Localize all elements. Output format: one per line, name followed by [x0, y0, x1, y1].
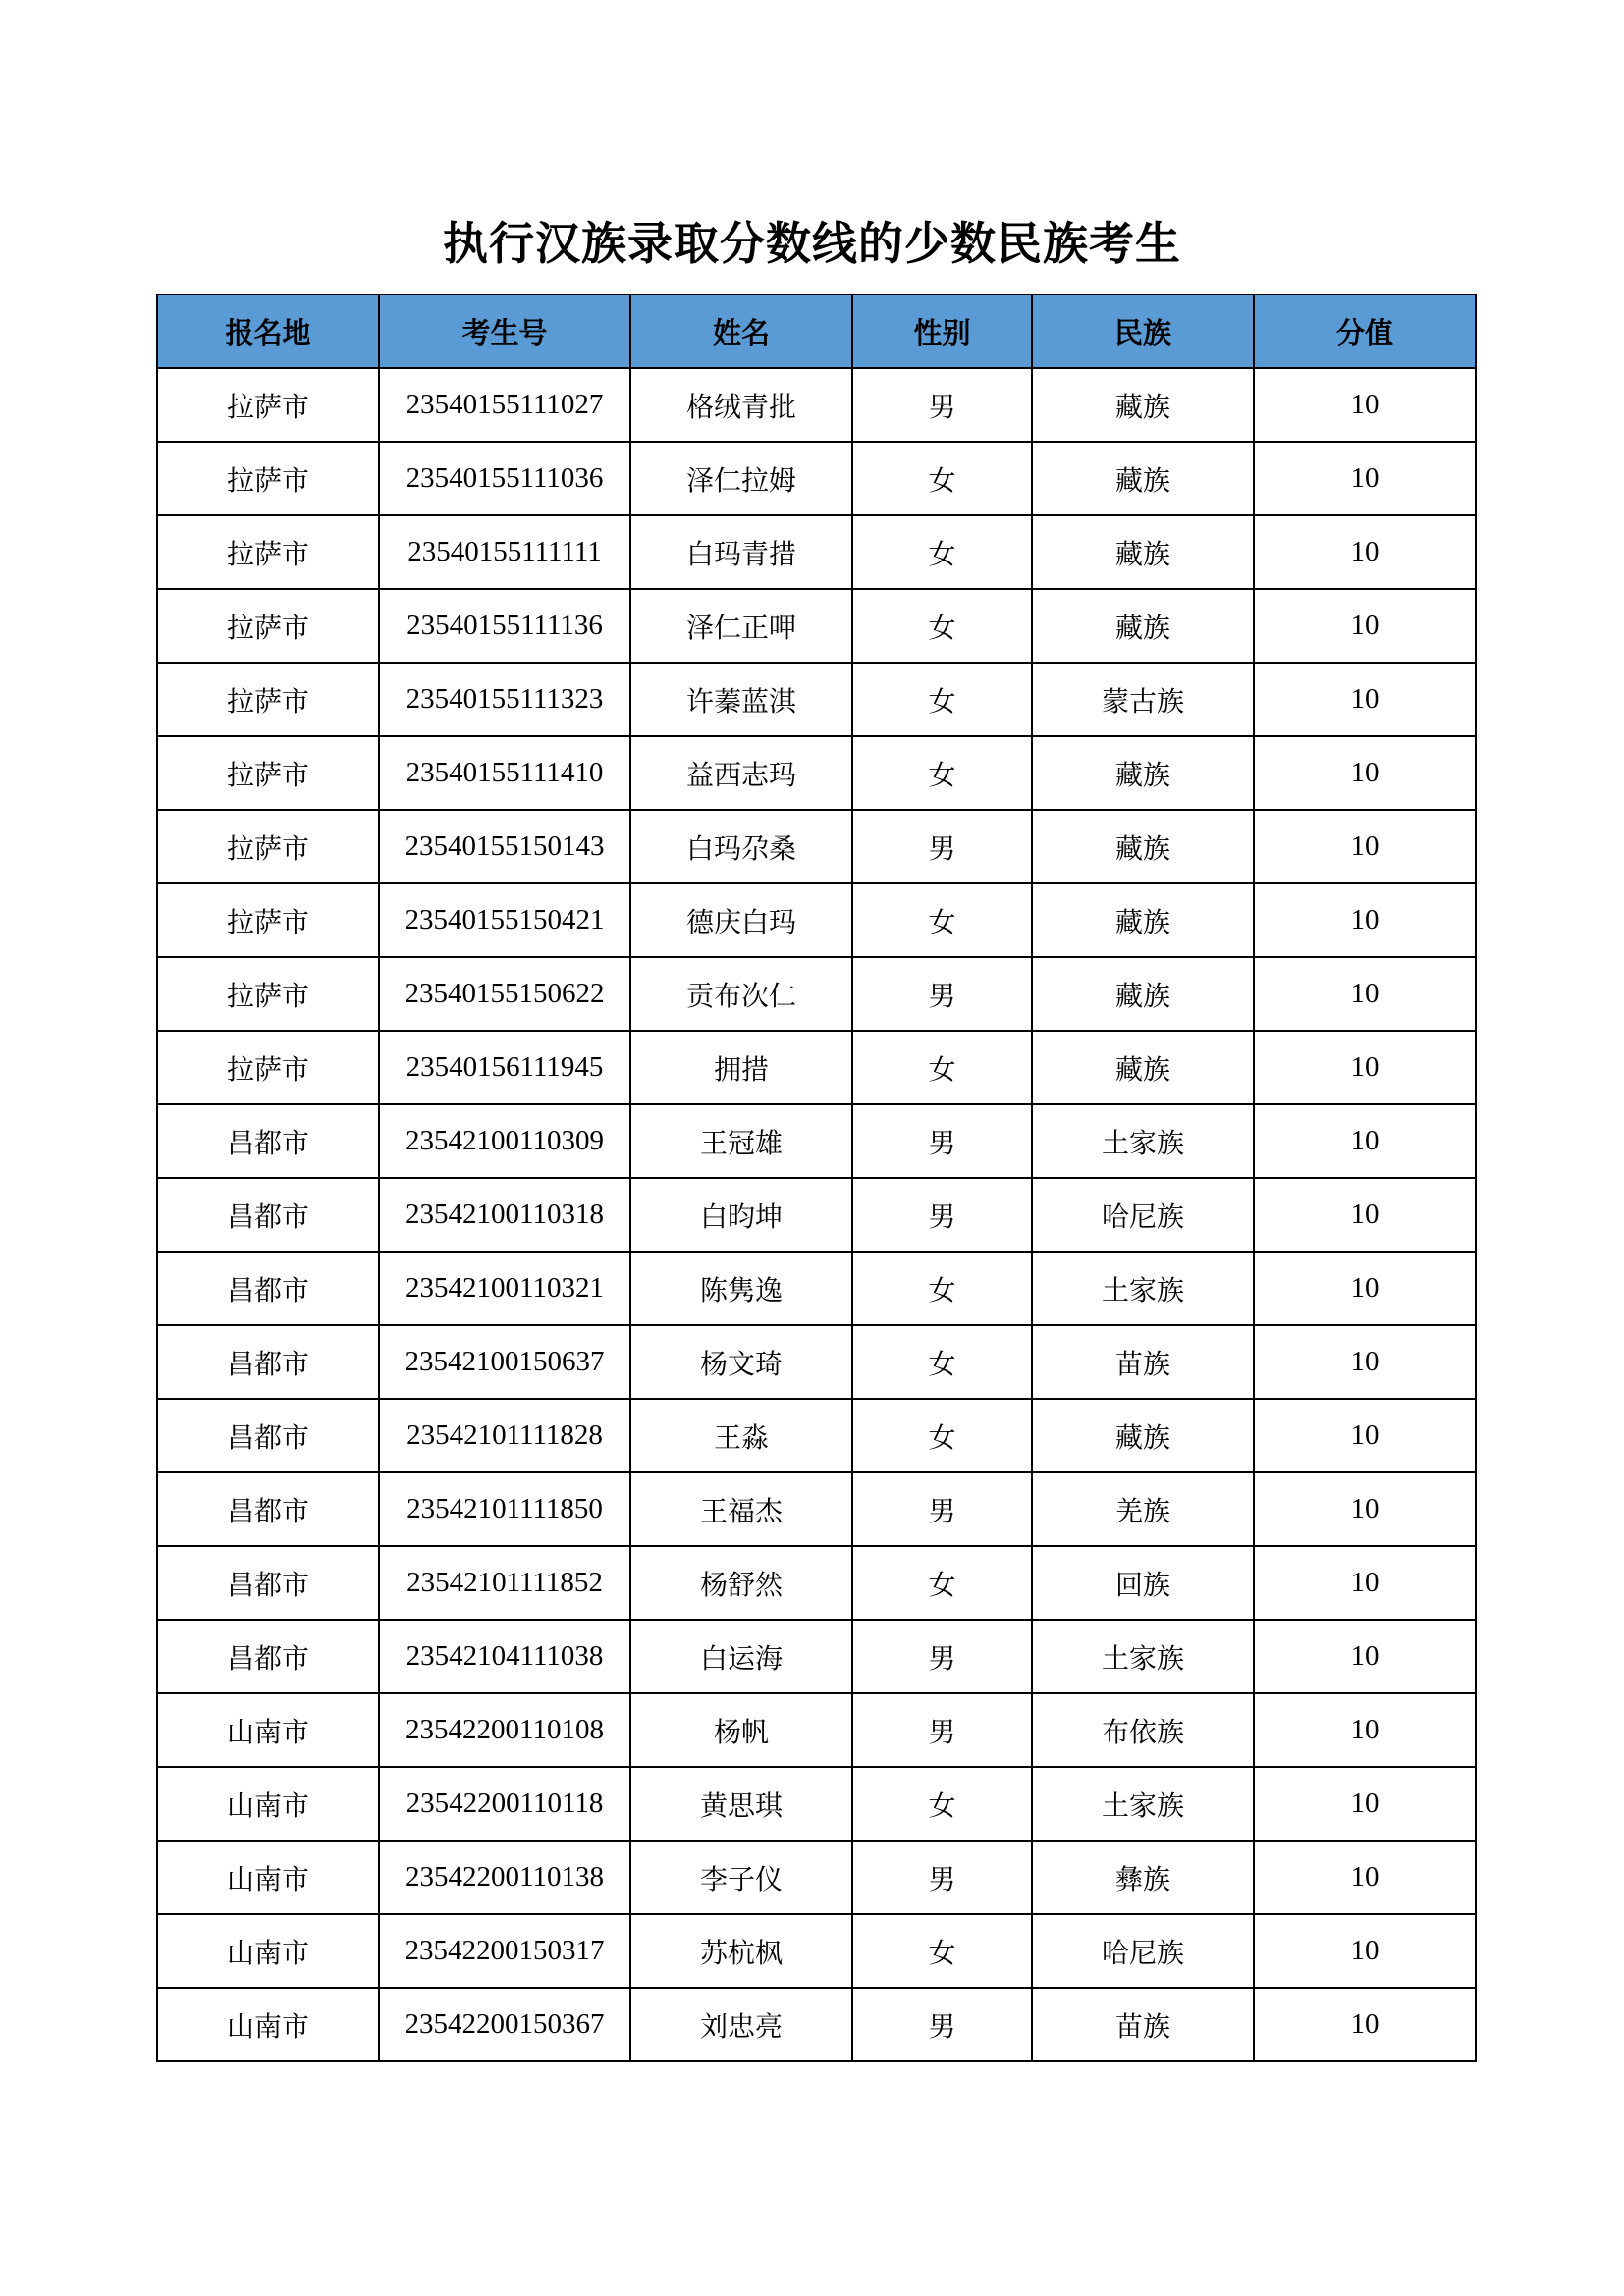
cell-ethnicity: 藏族: [1032, 368, 1254, 442]
table-row: [157, 1546, 1476, 1620]
cell-region: 拉萨市: [157, 1031, 379, 1104]
table-row: [157, 1399, 1476, 1472]
cell-ethnicity: 藏族: [1032, 810, 1254, 883]
table-row: [157, 883, 1476, 957]
cell-ethnicity: 土家族: [1032, 1104, 1254, 1178]
cell-name: 格绒青批: [630, 368, 852, 442]
table-row: [157, 1178, 1476, 1252]
cell-ethnicity: 彝族: [1032, 1841, 1254, 1914]
cell-exam-number: 23540155111136: [379, 589, 630, 663]
cell-gender: 男: [852, 1988, 1032, 2061]
table-row: [157, 810, 1476, 883]
cell-exam-number: 23540155111111: [379, 515, 630, 589]
cell-score: 10: [1254, 1546, 1476, 1620]
column-header-score: 分值: [1254, 294, 1476, 368]
cell-gender: 女: [852, 663, 1032, 736]
cell-ethnicity: 藏族: [1032, 1031, 1254, 1104]
page-title: 执行汉族录取分数线的少数民族考生: [443, 217, 1181, 270]
cell-exam-number: 23542104111038: [379, 1620, 630, 1693]
cell-ethnicity: 藏族: [1032, 442, 1254, 515]
table-row: [157, 1767, 1476, 1841]
cell-score: 10: [1254, 1031, 1476, 1104]
cell-ethnicity: 藏族: [1032, 957, 1254, 1031]
cell-region: 拉萨市: [157, 883, 379, 957]
cell-region: 拉萨市: [157, 810, 379, 883]
cell-ethnicity: 土家族: [1032, 1252, 1254, 1325]
cell-name: 王淼: [630, 1399, 852, 1472]
cell-name: 王福杰: [630, 1472, 852, 1546]
column-header-name: 姓名: [630, 294, 852, 368]
cell-gender: 女: [852, 1031, 1032, 1104]
cell-exam-number: 23542101111828: [379, 1399, 630, 1472]
cell-name: 泽仁正呷: [630, 589, 852, 663]
cell-gender: 男: [852, 1620, 1032, 1693]
cell-name: 白玛尕桑: [630, 810, 852, 883]
cell-region: 昌都市: [157, 1178, 379, 1252]
cell-gender: 女: [852, 1767, 1032, 1841]
cell-region: 昌都市: [157, 1620, 379, 1693]
cell-ethnicity: 苗族: [1032, 1988, 1254, 2061]
cell-ethnicity: 土家族: [1032, 1767, 1254, 1841]
table-row: [157, 589, 1476, 663]
cell-exam-number: 23540155150421: [379, 883, 630, 957]
cell-exam-number: 23542200110108: [379, 1693, 630, 1767]
cell-name: 贡布次仁: [630, 957, 852, 1031]
table-row: [157, 1104, 1476, 1178]
cell-name: 德庆白玛: [630, 883, 852, 957]
cell-score: 10: [1254, 1178, 1476, 1252]
table-row: [157, 1841, 1476, 1914]
table-row: [157, 1031, 1476, 1104]
cell-name: 益西志玛: [630, 736, 852, 810]
cell-ethnicity: 哈尼族: [1032, 1914, 1254, 1988]
cell-region: 昌都市: [157, 1104, 379, 1178]
cell-gender: 女: [852, 1546, 1032, 1620]
cell-name: 王冠雄: [630, 1104, 852, 1178]
cell-region: 拉萨市: [157, 515, 379, 589]
cell-name: 白玛青措: [630, 515, 852, 589]
cell-score: 10: [1254, 442, 1476, 515]
cell-score: 10: [1254, 1104, 1476, 1178]
table-row: [157, 1252, 1476, 1325]
cell-exam-number: 23542200150317: [379, 1914, 630, 1988]
table-header-row: [157, 294, 1476, 368]
candidate-table: [156, 294, 1477, 2062]
column-header-ethnicity: 民族: [1032, 294, 1254, 368]
table-body: [157, 368, 1476, 2061]
table-row: [157, 1620, 1476, 1693]
cell-name: 许蓁蓝淇: [630, 663, 852, 736]
cell-score: 10: [1254, 1399, 1476, 1472]
cell-exam-number: 23540155111323: [379, 663, 630, 736]
cell-region: 山南市: [157, 1988, 379, 2061]
cell-name: 刘忠亮: [630, 1988, 852, 2061]
cell-region: 昌都市: [157, 1399, 379, 1472]
cell-ethnicity: 藏族: [1032, 515, 1254, 589]
cell-gender: 女: [852, 1914, 1032, 1988]
cell-ethnicity: 藏族: [1032, 736, 1254, 810]
cell-score: 10: [1254, 1472, 1476, 1546]
cell-exam-number: 23542100110318: [379, 1178, 630, 1252]
cell-exam-number: 23542101111850: [379, 1472, 630, 1546]
cell-region: 昌都市: [157, 1252, 379, 1325]
cell-score: 10: [1254, 1252, 1476, 1325]
cell-score: 10: [1254, 1767, 1476, 1841]
cell-score: 10: [1254, 957, 1476, 1031]
cell-ethnicity: 哈尼族: [1032, 1178, 1254, 1252]
column-header-gender: 性别: [852, 294, 1032, 368]
cell-score: 10: [1254, 589, 1476, 663]
cell-score: 10: [1254, 1841, 1476, 1914]
cell-exam-number: 23540155111036: [379, 442, 630, 515]
cell-gender: 女: [852, 1325, 1032, 1399]
cell-exam-number: 23540155150622: [379, 957, 630, 1031]
cell-score: 10: [1254, 1620, 1476, 1693]
cell-ethnicity: 藏族: [1032, 1399, 1254, 1472]
cell-ethnicity: 回族: [1032, 1546, 1254, 1620]
cell-name: 白昀坤: [630, 1178, 852, 1252]
cell-name: 杨文琦: [630, 1325, 852, 1399]
cell-name: 白运海: [630, 1620, 852, 1693]
cell-ethnicity: 土家族: [1032, 1620, 1254, 1693]
cell-score: 10: [1254, 1325, 1476, 1399]
cell-gender: 女: [852, 736, 1032, 810]
cell-region: 山南市: [157, 1767, 379, 1841]
table-row: [157, 1325, 1476, 1399]
cell-gender: 男: [852, 368, 1032, 442]
cell-name: 拥措: [630, 1031, 852, 1104]
table-row: [157, 957, 1476, 1031]
cell-region: 昌都市: [157, 1546, 379, 1620]
cell-exam-number: 23540155111410: [379, 736, 630, 810]
column-header-exam-number: 考生号: [379, 294, 630, 368]
cell-score: 10: [1254, 663, 1476, 736]
cell-name: 苏杭枫: [630, 1914, 852, 1988]
cell-name: 黄思琪: [630, 1767, 852, 1841]
cell-score: 10: [1254, 810, 1476, 883]
cell-score: 10: [1254, 368, 1476, 442]
table-row: [157, 1914, 1476, 1988]
table-row: [157, 736, 1476, 810]
cell-region: 拉萨市: [157, 957, 379, 1031]
cell-exam-number: 23542101111852: [379, 1546, 630, 1620]
table-row: [157, 1988, 1476, 2061]
cell-gender: 男: [852, 1693, 1032, 1767]
cell-ethnicity: 蒙古族: [1032, 663, 1254, 736]
cell-exam-number: 23540155150143: [379, 810, 630, 883]
table-row: [157, 663, 1476, 736]
cell-region: 昌都市: [157, 1472, 379, 1546]
cell-score: 10: [1254, 883, 1476, 957]
cell-name: 泽仁拉姆: [630, 442, 852, 515]
cell-exam-number: 23540155111027: [379, 368, 630, 442]
cell-region: 拉萨市: [157, 736, 379, 810]
cell-ethnicity: 羌族: [1032, 1472, 1254, 1546]
column-header-region: 报名地: [157, 294, 379, 368]
cell-score: 10: [1254, 1914, 1476, 1988]
cell-gender: 女: [852, 515, 1032, 589]
cell-exam-number: 23540156111945: [379, 1031, 630, 1104]
cell-gender: 男: [852, 1472, 1032, 1546]
cell-score: 10: [1254, 736, 1476, 810]
cell-gender: 男: [852, 810, 1032, 883]
table-row: [157, 1472, 1476, 1546]
cell-name: 杨舒然: [630, 1546, 852, 1620]
cell-ethnicity: 布依族: [1032, 1693, 1254, 1767]
cell-score: 10: [1254, 1693, 1476, 1767]
cell-exam-number: 23542100150637: [379, 1325, 630, 1399]
cell-exam-number: 23542200110118: [379, 1767, 630, 1841]
cell-region: 山南市: [157, 1914, 379, 1988]
cell-ethnicity: 苗族: [1032, 1325, 1254, 1399]
cell-exam-number: 23542200150367: [379, 1988, 630, 2061]
table-row: [157, 442, 1476, 515]
cell-region: 拉萨市: [157, 368, 379, 442]
cell-gender: 男: [852, 1104, 1032, 1178]
cell-name: 杨帆: [630, 1693, 852, 1767]
cell-exam-number: 23542100110309: [379, 1104, 630, 1178]
table-row: [157, 1693, 1476, 1767]
cell-name: 陈隽逸: [630, 1252, 852, 1325]
cell-region: 拉萨市: [157, 589, 379, 663]
cell-gender: 男: [852, 957, 1032, 1031]
table-row: [157, 368, 1476, 442]
cell-gender: 男: [852, 1178, 1032, 1252]
cell-region: 昌都市: [157, 1325, 379, 1399]
cell-region: 山南市: [157, 1841, 379, 1914]
cell-gender: 女: [852, 589, 1032, 663]
cell-exam-number: 23542100110321: [379, 1252, 630, 1325]
table-row: [157, 515, 1476, 589]
cell-score: 10: [1254, 515, 1476, 589]
cell-gender: 女: [852, 442, 1032, 515]
cell-ethnicity: 藏族: [1032, 589, 1254, 663]
cell-gender: 男: [852, 1841, 1032, 1914]
cell-score: 10: [1254, 1988, 1476, 2061]
cell-gender: 女: [852, 1252, 1032, 1325]
cell-ethnicity: 藏族: [1032, 883, 1254, 957]
cell-gender: 女: [852, 883, 1032, 957]
cell-region: 拉萨市: [157, 663, 379, 736]
cell-name: 李子仪: [630, 1841, 852, 1914]
cell-exam-number: 23542200110138: [379, 1841, 630, 1914]
cell-region: 拉萨市: [157, 442, 379, 515]
cell-gender: 女: [852, 1399, 1032, 1472]
cell-region: 山南市: [157, 1693, 379, 1767]
